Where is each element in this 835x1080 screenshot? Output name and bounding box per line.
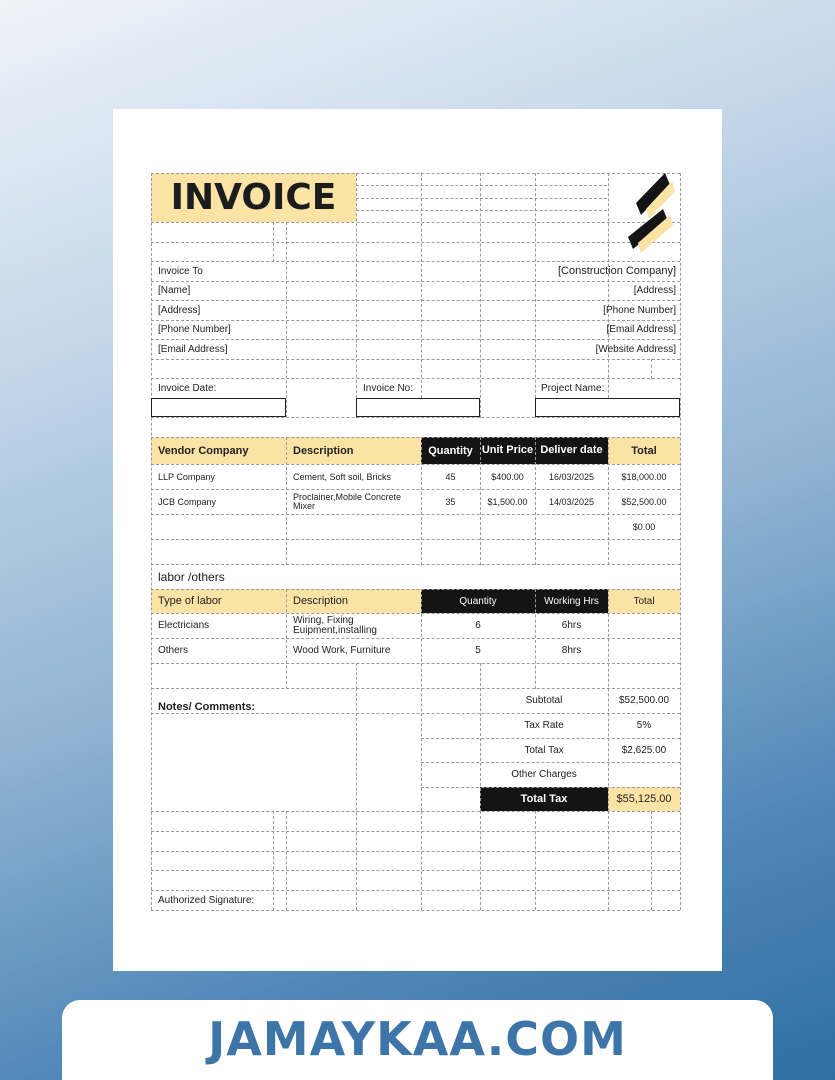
col-labor-quantity: Quantity	[459, 595, 497, 607]
signature-label: Authorized Signature:	[158, 894, 255, 906]
cell-vendor: JCB Company	[158, 496, 217, 507]
cell-quantity	[421, 514, 480, 539]
cell-deliver-date	[535, 514, 608, 539]
invoice-number-value	[361, 399, 475, 416]
company-logo-icon	[623, 173, 683, 253]
cell-total: $52,500.00	[621, 496, 667, 507]
col-labor-description: Description	[293, 595, 349, 607]
invoice-number-label: Invoice No:	[363, 382, 414, 394]
company-address: [Address]	[633, 285, 676, 296]
project-name-field[interactable]	[535, 398, 680, 417]
cell-vendor	[158, 514, 286, 539]
cell-working-hours: 8hrs	[561, 645, 582, 656]
footer-banner	[62, 1000, 773, 1080]
cell-quantity: 35	[445, 496, 456, 507]
notes-label: Notes/ Comments:	[158, 700, 256, 713]
col-description: Description	[293, 444, 354, 457]
bill-to-address: [Address]	[158, 304, 201, 316]
col-labor-type: Type of labor	[158, 595, 222, 607]
grand-total-label: Total Tax	[520, 793, 568, 805]
cell-unit-price: $1,500.00	[487, 496, 528, 507]
notes-area[interactable]	[153, 714, 419, 809]
other-charges-label: Other Charges	[511, 769, 577, 780]
invoice-sheet	[151, 173, 680, 910]
col-vendor-company: Vendor Company	[158, 444, 249, 457]
bill-to-email: [Email Address]	[158, 343, 228, 355]
cell-working-hours: 6hrs	[561, 620, 582, 631]
project-name-value	[540, 399, 675, 416]
invoice-title: INVOICE	[170, 177, 337, 218]
cell-labor-description: Wiring, Fixing Euipment,installing	[293, 614, 377, 636]
bill-to-phone: [Phone Number]	[158, 324, 231, 335]
cell-quantity: 45	[445, 471, 456, 482]
subtotal-label: Subtotal	[525, 695, 563, 706]
brand-watermark: JAMAYKAA.COM	[208, 1012, 627, 1066]
col-quantity: Quantity	[428, 444, 473, 457]
invoice-date-value	[156, 399, 281, 416]
cell-labor-total	[608, 613, 680, 638]
tax-rate-value: 5%	[636, 720, 652, 731]
invoice-page	[113, 109, 722, 971]
cell-unit-price	[480, 514, 535, 539]
col-deliver-date: Deliver date	[540, 444, 603, 456]
signature-field[interactable]	[286, 890, 406, 910]
subtotal-value: $52,500.00	[618, 695, 670, 706]
cell-labor-type: Electricians	[158, 620, 210, 631]
cell-labor-type: Others	[158, 645, 189, 656]
cell-labor-description: Wood Work, Furniture	[293, 645, 391, 656]
labor-section-title: labor /others	[158, 569, 225, 584]
cell-description: Proclainer,Mobile Concrete Mixer	[293, 491, 402, 511]
company-website: [Website Address]	[595, 343, 676, 355]
invoice-date-field[interactable]	[151, 398, 286, 417]
total-tax-label: Total Tax	[524, 744, 564, 756]
cell-deliver-date: 16/03/2025	[548, 471, 595, 482]
cell-vendor: LLP Company	[158, 471, 215, 482]
other-charges-value	[608, 762, 680, 787]
cell-unit-price: $400.00	[491, 471, 524, 482]
project-name-label: Project Name:	[541, 382, 605, 394]
cell-labor-quantity: 5	[475, 645, 481, 656]
grand-total-value: $55,125.00	[616, 793, 672, 805]
company-email: [Email Address]	[606, 324, 676, 335]
cell-total: $0.00	[632, 521, 656, 532]
invoice-date-label: Invoice Date:	[158, 382, 217, 394]
cell-labor-total	[608, 638, 680, 663]
cell-description: Cement, Soft soil, Bricks	[293, 471, 392, 482]
company-name: [Construction Company]	[558, 265, 676, 277]
col-total: Total	[631, 444, 657, 457]
cell-description	[293, 514, 421, 539]
col-unit-price: Unit Price	[481, 444, 534, 456]
total-tax-value: $2,625.00	[621, 744, 667, 756]
col-labor-total: Total	[633, 595, 655, 607]
invoice-number-field[interactable]	[356, 398, 480, 417]
tax-rate-label: Tax Rate	[524, 720, 564, 731]
cell-deliver-date: 14/03/2025	[548, 496, 595, 507]
bill-to-name: [Name]	[158, 285, 191, 296]
cell-total: $18,000.00	[621, 471, 667, 482]
col-working-hours: Working Hrs	[544, 595, 599, 607]
company-phone: [Phone Number]	[603, 304, 676, 316]
cell-labor-quantity: 6	[475, 620, 481, 631]
invoice-to-label: Invoice To	[158, 265, 203, 277]
